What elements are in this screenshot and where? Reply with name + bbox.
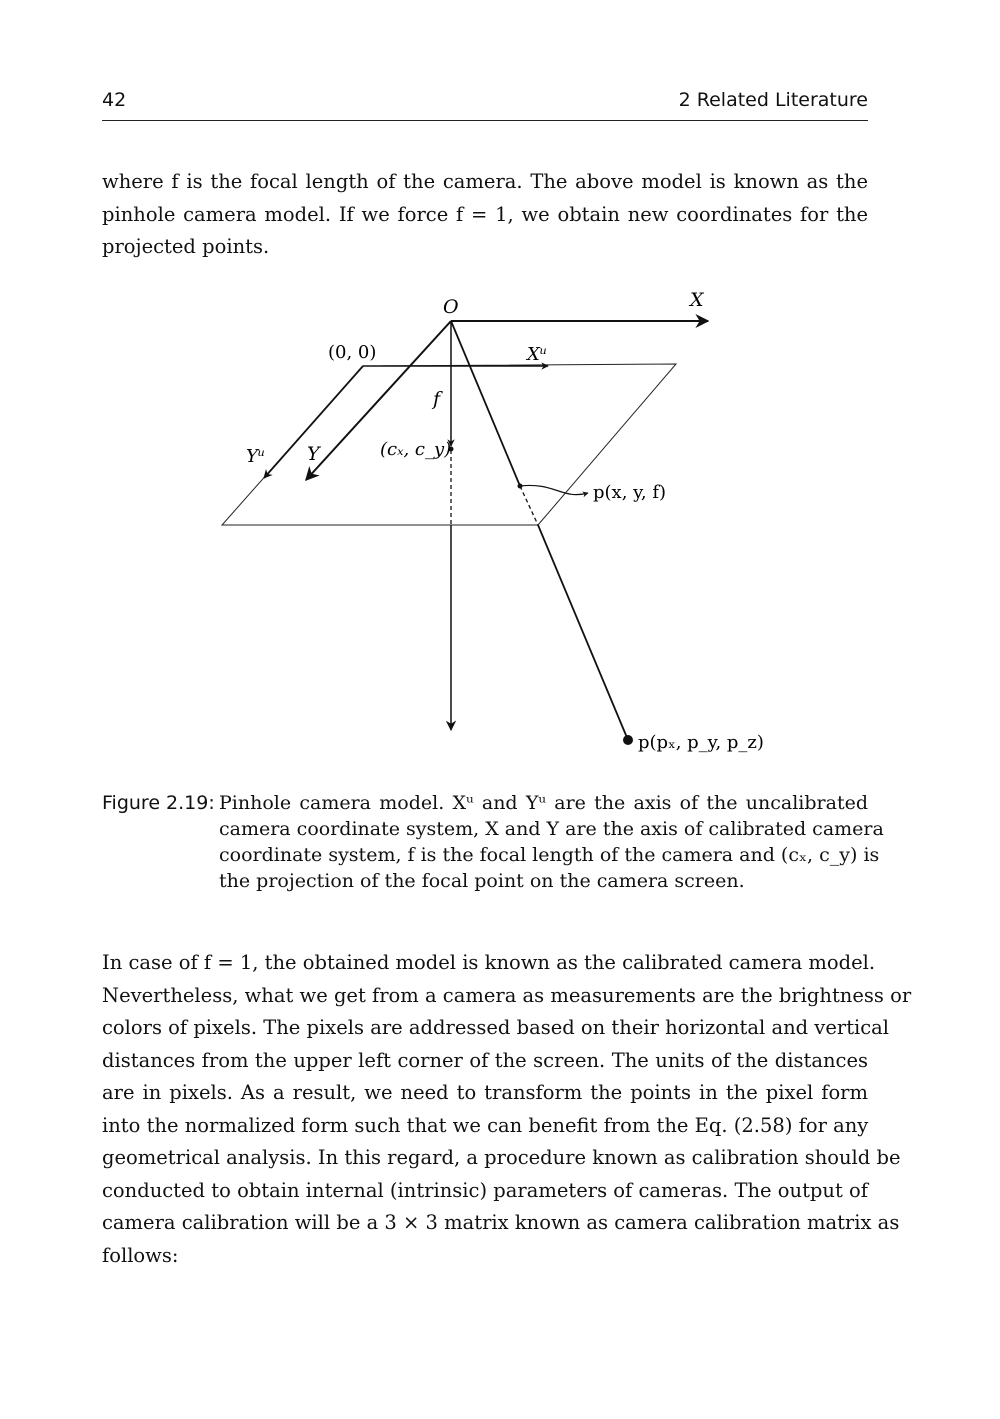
world-point-label: p(pₓ, p_y, p_z) — [638, 732, 764, 753]
image-point-label: p(x, y, f) — [593, 482, 667, 503]
caption-line: the projection of the focal point on the camera screen. — [219, 870, 745, 892]
paragraph-line: into the normalized form such that we can benefit from the Eq. (2.58) for any — [102, 1113, 869, 1137]
intro-paragraph — [102, 166, 868, 264]
body-paragraph — [102, 947, 912, 1272]
pinhole-camera-figure — [200, 280, 800, 770]
principal-point-label: (cₓ, c_y) — [380, 439, 452, 460]
image-point-pointer — [520, 485, 588, 494]
paragraph-line: Nevertheless, what we get from a camera as measurements are the brightness or — [102, 983, 912, 1007]
origin-label: O — [443, 296, 459, 318]
yu-axis-label: Yᵘ — [246, 446, 266, 467]
paragraph-line: colors of pixels. The pixels are addressed based on their horizontal and vertical — [102, 1016, 890, 1039]
paragraph-line: geometrical analysis. In this regard, a procedure known as calibration should be — [102, 1146, 901, 1169]
xu-axis-label: Xᵘ — [527, 344, 547, 365]
projection-ray-lower — [538, 525, 628, 740]
page-number: 42 — [102, 89, 127, 111]
paragraph-line: pinhole camera model. If we force f = 1, we obtain new coordinates for the — [102, 202, 868, 226]
paragraph-line: follows: — [102, 1243, 179, 1267]
chapter-title: 2 Related Literature — [678, 89, 868, 111]
paragraph-line: distances from the upper left corner of the screen. The units of the distances — [102, 1048, 868, 1072]
caption-line: Pinhole camera model. Xᵘ and Yᵘ are the axis of the uncalibrated — [219, 792, 868, 814]
caption-line: camera coordinate system, X and Y are the axis of calibrated camera — [219, 818, 884, 840]
paragraph-line: projected points. — [102, 235, 270, 258]
x-axis-label: X — [690, 289, 704, 311]
running-header — [102, 86, 868, 121]
caption-text — [219, 790, 884, 894]
projection-ray — [451, 321, 520, 486]
paragraph-line: In case of f = 1, the obtained model is known as the calibrated camera model. — [102, 951, 876, 974]
image-origin-label: (0, 0) — [328, 342, 377, 363]
caption-line: coordinate system, f is the focal length of the camera and (cₓ, c_y) is — [219, 844, 880, 866]
paragraph-line: camera calibration will be a 3 × 3 matrix known as camera calibration matrix as — [102, 1211, 900, 1234]
figure-label: Figure 2.19: — [102, 792, 215, 814]
world-point — [623, 735, 633, 745]
paragraph-line: where f is the focal length of the camera. The above model is known as the — [102, 170, 868, 193]
projection-ray-dashed — [520, 486, 538, 525]
paragraph-line: conducted to obtain internal (intrinsic) parameters of cameras. The output of — [102, 1178, 868, 1202]
y-axis-label: Y — [307, 443, 320, 465]
focal-label: f — [433, 388, 441, 410]
paragraph-line: are in pixels. As a result, we need to transform the points in the pixel form — [102, 1081, 868, 1104]
